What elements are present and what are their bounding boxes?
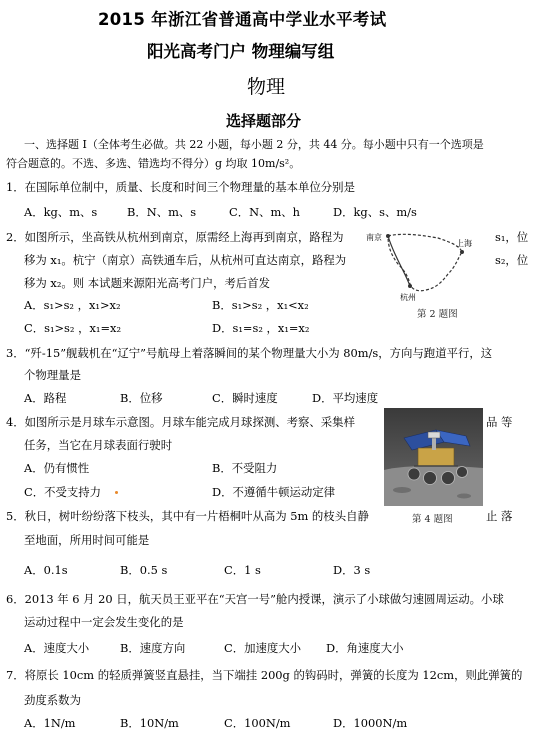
q1-option-a[interactable]: A．kg、m、s xyxy=(24,205,98,219)
q5-line-1: 5．秋日，树叶纷纷落下枝头，其中有一片梧桐叶从高为 5m 的枝头自静 xyxy=(6,509,369,523)
q2-line-2: 移为 x₁。杭宁（南京）高铁通车后，从杭州可直达南京，路程为 xyxy=(24,253,347,267)
q2-route-map-figure xyxy=(364,226,494,304)
exam-subtitle: 阳光高考门户 物理编写组 xyxy=(147,42,335,61)
q5-line-2: 至地面，所用时间可能是 xyxy=(24,533,150,547)
exam-title: 2015 年浙江省普通高中学业水平考试 xyxy=(98,10,387,29)
q2-option-a[interactable]: A．s₁>s₂ ，x₁>x₂ xyxy=(24,298,121,312)
q3-option-d[interactable]: D．平均速度 xyxy=(312,391,379,405)
q6-option-a[interactable]: A．速度大小 xyxy=(24,641,90,655)
q2-figure-caption: 第 2 题图 xyxy=(417,309,458,320)
section-title: 选择题部分 xyxy=(226,112,302,130)
q1-option-c[interactable]: C．N、m、h xyxy=(229,205,300,219)
q2-option-b[interactable]: B．s₁>s₂ ，x₁<x₂ xyxy=(212,298,309,312)
q2-option-d[interactable]: D．s₁=s₂ ，x₁=x₂ xyxy=(212,321,310,335)
q3-line-1: 3．“歼-15”舰载机在“辽宁”号航母上着落瞬间的某个物理量大小为 80m/s，方向与跑道平行，这 xyxy=(6,346,493,360)
q2-line-1: 2．如图所示，坐高铁从杭州到南京，原需经上海再到南京，路程为 xyxy=(6,230,344,244)
hangzhou-dot xyxy=(408,284,412,288)
direct-route-line xyxy=(388,236,410,286)
q4-line-1: 4．如图所示是月球车示意图。月球车能完成月球探测、考察、采集样 xyxy=(6,415,355,429)
q7-line-2: 劲度系数为 xyxy=(24,693,81,707)
q4-figure-caption: 第 4 题图 xyxy=(412,514,453,525)
q6-line-2: 运动过程中一定会发生变化的是 xyxy=(24,615,184,629)
q1-option-d[interactable]: D．kg、s、m/s xyxy=(333,205,417,219)
q5-option-d[interactable]: D．3 s xyxy=(333,563,371,577)
nanjing-dot xyxy=(386,234,390,238)
q3-option-a[interactable]: A．路程 xyxy=(24,391,67,405)
instructions-line-2: 符合题意的。不选、多选、错选均不得分）g 均取 10m/s²。 xyxy=(6,157,301,170)
q6-option-b[interactable]: B．速度方向 xyxy=(120,641,186,655)
q4-lunar-rover-figure xyxy=(384,408,483,506)
subject-title: 物理 xyxy=(247,76,286,98)
q7-line-1: 7．将原长 10cm 的轻质弹簧竖直悬挂，当下端挂 200g 的钩码时，弹簧的长度为 12cm，则此弹簧的 xyxy=(6,668,523,682)
q3-option-b[interactable]: B．位移 xyxy=(120,391,163,405)
q2-line-2-end: s₂，位 xyxy=(495,253,529,267)
q7-option-c[interactable]: C．100N/m xyxy=(224,716,291,730)
instructions-line-1: 一、选择题 I（全体考生必做。共 22 小题，每小题 2 分，共 44 分。每小题中只有一个选项是 xyxy=(24,138,484,151)
q1-option-b[interactable]: B．N、m、s xyxy=(127,205,197,219)
map-label-nanjing: 南京 xyxy=(366,233,382,242)
q3-line-2: 个物理量是 xyxy=(24,368,81,382)
q4-option-a[interactable]: A．仍有惯性 xyxy=(24,461,90,475)
q4-option-d[interactable]: D．不遵循牛顿运动定律 xyxy=(212,485,336,499)
q6-option-d[interactable]: D．角速度大小 xyxy=(326,641,404,655)
q2-line-1-end: s₁，位 xyxy=(495,230,529,244)
q3-option-c[interactable]: C．瞬时速度 xyxy=(212,391,278,405)
orange-mark xyxy=(115,491,118,494)
q4-line-1-end: 品 等 xyxy=(486,415,513,429)
q5-option-a[interactable]: A．0.1s xyxy=(24,563,68,577)
q7-option-a[interactable]: A．1N/m xyxy=(24,716,76,730)
q6-option-c[interactable]: C．加速度大小 xyxy=(224,641,302,655)
q7-option-b[interactable]: B．10N/m xyxy=(120,716,179,730)
q4-option-b[interactable]: B．不受阻力 xyxy=(212,461,278,475)
q5-line-1-end: 止 落 xyxy=(486,509,513,523)
q5-option-c[interactable]: C．1 s xyxy=(224,563,261,577)
q4-line-2: 任务，当它在月球表面行驶时 xyxy=(24,438,173,452)
q5-option-b[interactable]: B．0.5 s xyxy=(120,563,168,577)
q7-option-d[interactable]: D．1000N/m xyxy=(333,716,408,730)
map-label-hangzhou: 杭州 xyxy=(400,293,416,302)
q4-option-c[interactable]: C．不受支持力 xyxy=(24,485,102,499)
map-label-shanghai: 上海 xyxy=(456,239,472,248)
q2-option-c[interactable]: C．s₁>s₂ ，x₁=x₂ xyxy=(24,321,122,335)
q1-stem: 1．在国际单位制中，质量、长度和时间三个物理量的基本单位分别是 xyxy=(6,180,355,194)
q2-line-3: 移为 x₂。则 本试题来源阳光高考门户，考后首发 xyxy=(24,276,271,290)
q6-line-1: 6．2013 年 6 月 20 日，航天员王亚平在“天宫一号”舱内授课，演示了小球做匀速圆周运动。小球 xyxy=(6,592,504,606)
shanghai-dot xyxy=(460,250,464,254)
